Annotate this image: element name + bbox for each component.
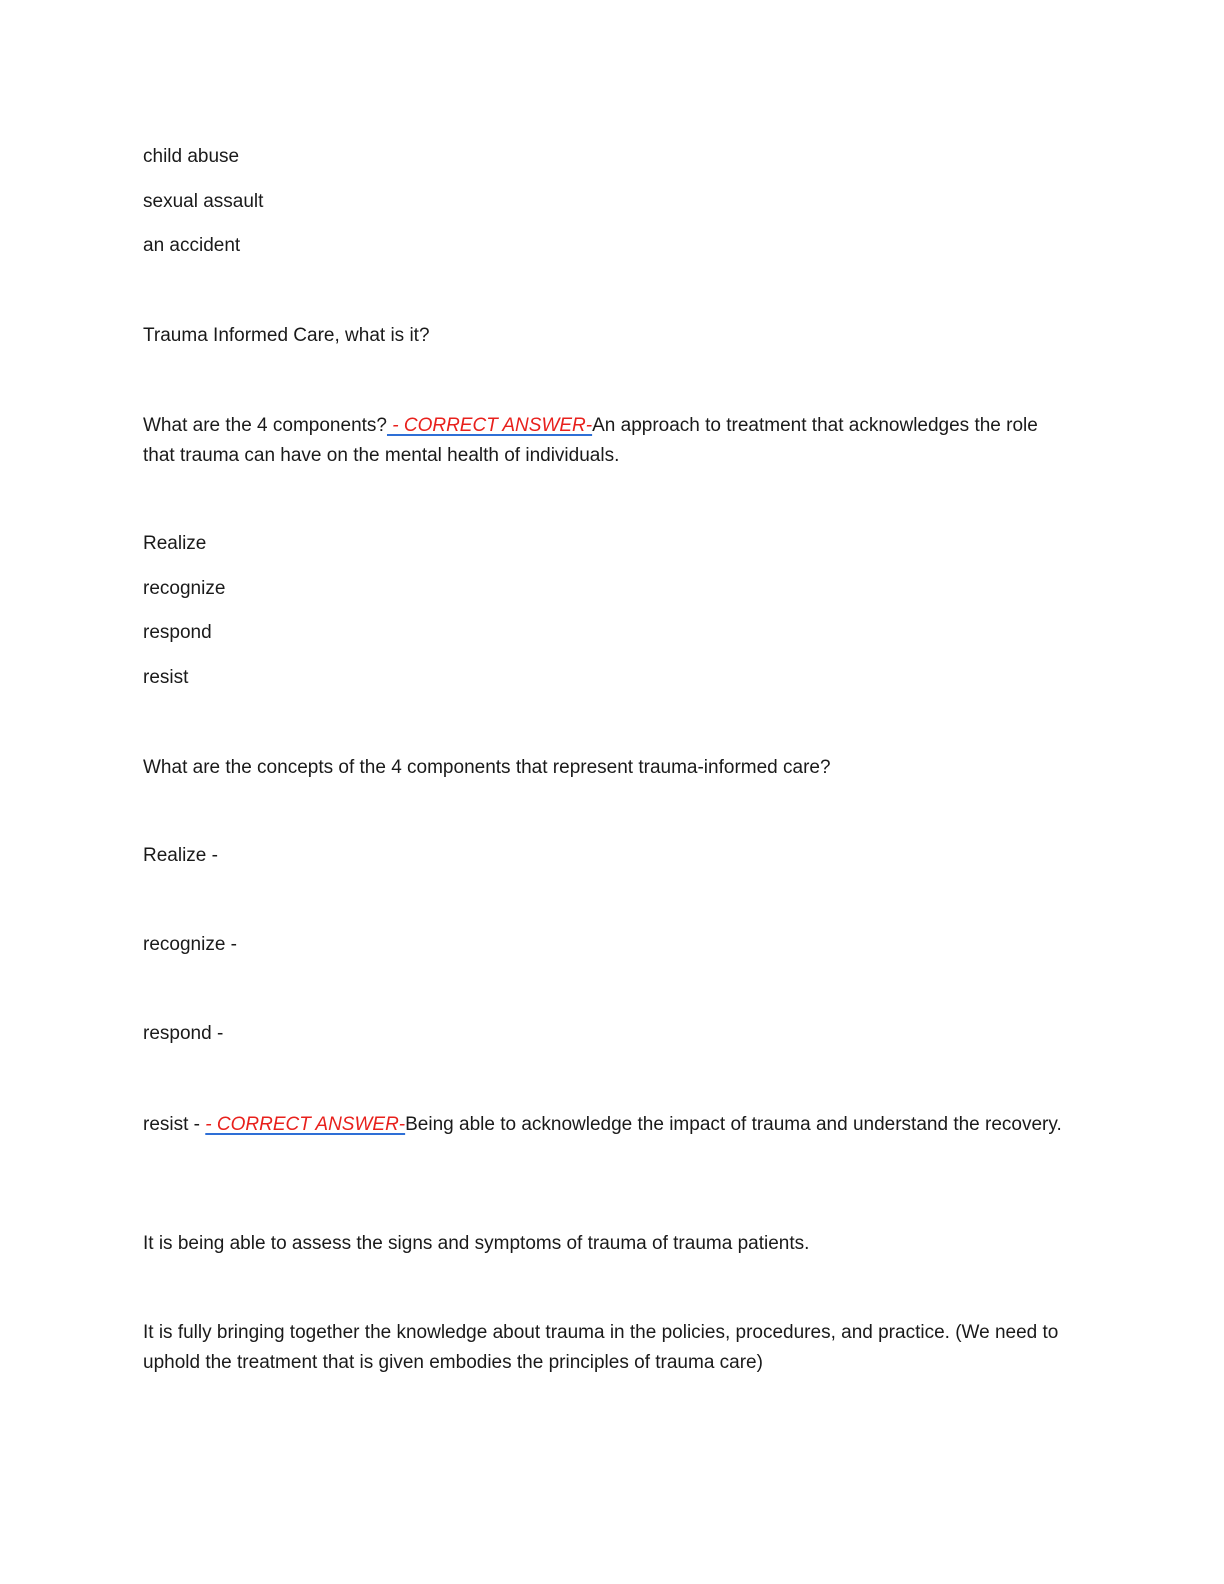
question-answer-block <box>143 1110 1063 1140</box>
concept-term: recognize - <box>143 934 237 955</box>
trauma-example: sexual assault <box>143 191 264 212</box>
question-text: What are the concepts of the 4 components that represent trauma-informed care? <box>143 757 831 778</box>
concept-term: Realize - <box>143 845 218 866</box>
answer-text: Being able to acknowledge the impact of trauma and understand the recovery. <box>405 1114 1062 1135</box>
correct-answer-tag: - CORRECT ANSWER- <box>386 415 593 436</box>
correct-answer-tag: - CORRECT ANSWER- <box>205 1114 406 1135</box>
question-answer-block <box>143 411 1063 471</box>
concept-term: respond - <box>143 1023 224 1044</box>
trauma-example: an accident <box>143 235 241 256</box>
answer-text: It is fully bringing together the knowledge about trauma in the policies, procedures, and practice. (We need to uphold the treatment that is given embodies the principles of trauma care) <box>143 1322 1059 1373</box>
answer-text: An approach to treatment that acknowledges the role that trauma can have on the mental health of individuals. <box>143 415 1038 466</box>
answer-text: It is being able to assess the signs and symptoms of trauma of trauma patients. <box>143 1233 810 1254</box>
component-item: Realize <box>143 533 207 554</box>
component-item: resist <box>143 667 189 688</box>
trauma-example: child abuse <box>143 146 240 167</box>
concept-term: resist - <box>143 1114 206 1135</box>
section-heading: Trauma Informed Care, what is it? <box>143 325 430 346</box>
component-item: recognize <box>143 578 226 599</box>
question-text: What are the 4 components? <box>143 415 387 436</box>
component-item: respond <box>143 622 212 643</box>
